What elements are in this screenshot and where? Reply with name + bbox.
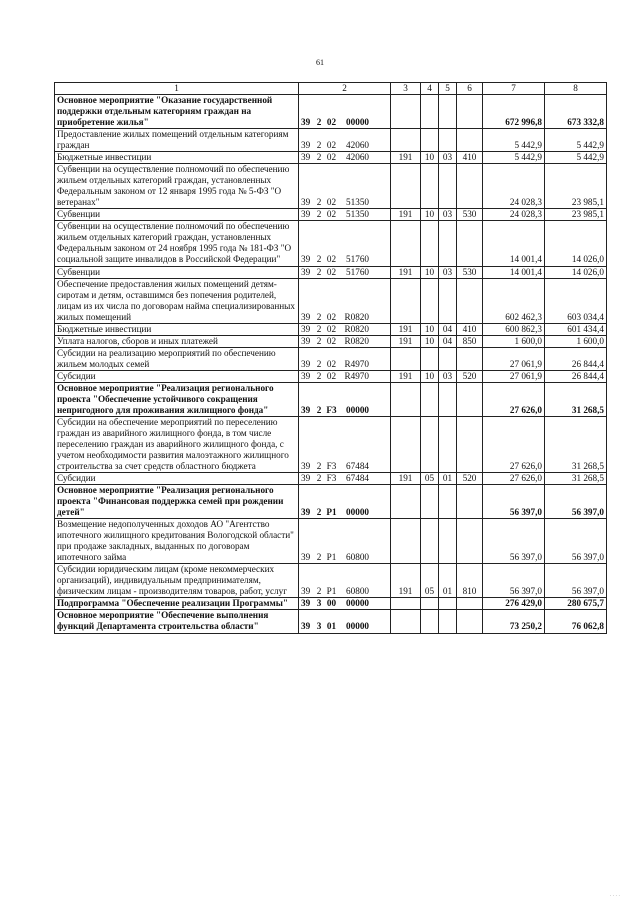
col-6-cell (457, 610, 483, 633)
col-8-value: 5 442,9 (545, 152, 607, 164)
table-row (55, 221, 607, 266)
col-4-cell (421, 416, 439, 472)
code-part: 39 (301, 254, 311, 265)
col-4-cell: 10 (421, 152, 439, 164)
col-6-cell (457, 347, 483, 370)
col-8-value: 26 844,4 (545, 347, 607, 370)
col-4-cell (421, 221, 439, 266)
code-part: 2 (316, 335, 322, 346)
code-part: P1 (326, 586, 337, 597)
code-part: 00 (326, 598, 337, 609)
col-6-cell: 410 (457, 323, 483, 335)
table-row (55, 473, 607, 485)
code-part: 39 (301, 461, 311, 472)
col-3-cell (391, 382, 421, 416)
table-row (55, 209, 607, 221)
col-7-value: 5 442,9 (483, 152, 545, 164)
code-part: 02 (326, 370, 337, 381)
col-6-cell: 530 (457, 266, 483, 278)
col-7-value: 1 600,0 (483, 335, 545, 347)
col-4-cell: 10 (421, 323, 439, 335)
code-part: 39 (301, 621, 311, 632)
code-part: 67484 (346, 473, 369, 484)
code-part: 42060 (346, 152, 369, 163)
col-7-value: 27 626,0 (483, 416, 545, 472)
header-cell: 2 (299, 83, 391, 95)
col-5-cell (439, 610, 457, 633)
col-7-value: 24 028,3 (483, 164, 545, 209)
col-3-cell (391, 221, 421, 266)
row-name: Подпрограмма "Обеспечение реализации Программы" (55, 598, 299, 610)
budget-table (54, 82, 607, 634)
col-7-value: 600 862,3 (483, 323, 545, 335)
col-8-value: 673 332,8 (545, 95, 607, 129)
table-row (55, 129, 607, 152)
code-part: 39 (301, 323, 311, 334)
col-4-cell (421, 278, 439, 323)
col-7-value: 73 250,2 (483, 610, 545, 633)
row-name: Основное мероприятие "Обеспечение выполнения функций Департамента строительства области" (55, 610, 299, 633)
code-part: 00000 (346, 507, 369, 518)
col-8-value: 31 268,5 (545, 473, 607, 485)
table-row (55, 95, 607, 129)
code-part: 2 (316, 323, 322, 334)
row-name: Бюджетные инвестиции (55, 152, 299, 164)
col-7-value: 5 442,9 (483, 129, 545, 152)
col-7-value: 14 001,4 (483, 221, 545, 266)
col-3-cell: 191 (391, 564, 421, 598)
code-part: 42060 (346, 140, 369, 151)
col-7-value: 602 462,3 (483, 278, 545, 323)
table-row (55, 278, 607, 323)
code-part: 02 (326, 254, 337, 265)
row-name: Предоставление жилых помещений отдельным категориям граждан (55, 129, 299, 152)
col-4-cell: 05 (421, 473, 439, 485)
col-4-cell (421, 129, 439, 152)
code-part: 02 (326, 140, 337, 151)
row-code (299, 266, 391, 278)
col-6-cell: 810 (457, 564, 483, 598)
row-code (299, 209, 391, 221)
col-8-value: 1 600,0 (545, 335, 607, 347)
code-part: 02 (326, 358, 337, 369)
col-3-cell (391, 95, 421, 129)
col-6-cell (457, 416, 483, 472)
col-6-cell (457, 382, 483, 416)
col-3-cell: 191 (391, 209, 421, 221)
col-8-value: 56 397,0 (545, 519, 607, 564)
col-6-cell (457, 598, 483, 610)
row-name: Субсидии (55, 370, 299, 382)
row-name: Основное мероприятие "Оказание государственной поддержки отдельным категориям граждан на приобретение жилья" (55, 95, 299, 129)
code-part: F3 (326, 461, 337, 472)
code-part: 39 (301, 358, 311, 369)
col-3-cell (391, 278, 421, 323)
code-part: 39 (301, 404, 311, 415)
row-name: Субвенции (55, 266, 299, 278)
code-part: 02 (326, 117, 337, 128)
table-row (55, 323, 607, 335)
col-7-value: 56 397,0 (483, 564, 545, 598)
table-row (55, 598, 607, 610)
col-8-value: 31 268,5 (545, 382, 607, 416)
col-5-cell: 03 (439, 266, 457, 278)
code-part: 39 (301, 370, 311, 381)
col-4-cell: 05 (421, 564, 439, 598)
code-part: 2 (316, 311, 322, 322)
col-6-cell (457, 95, 483, 129)
table-row (55, 164, 607, 209)
code-part: 2 (316, 473, 322, 484)
code-part: 2 (316, 586, 322, 597)
row-name: Субвенции (55, 209, 299, 221)
col-3-cell (391, 347, 421, 370)
code-part: R0820 (344, 311, 369, 322)
code-part: 39 (301, 140, 311, 151)
code-part: 3 (316, 621, 322, 632)
col-5-cell (439, 278, 457, 323)
header-cell: 3 (391, 83, 421, 95)
col-8-value: 56 397,0 (545, 485, 607, 519)
col-6-cell (457, 278, 483, 323)
row-code (299, 370, 391, 382)
code-part: 39 (301, 209, 311, 220)
row-code (299, 164, 391, 209)
col-3-cell (391, 485, 421, 519)
col-7-value: 14 001,4 (483, 266, 545, 278)
row-code (299, 278, 391, 323)
col-3-cell: 191 (391, 266, 421, 278)
col-5-cell (439, 129, 457, 152)
code-part: 02 (326, 266, 337, 277)
row-name: Субсидии на реализацию мероприятий по обеспечению жильем молодых семей (55, 347, 299, 370)
code-part: 39 (301, 117, 311, 128)
table-row (55, 564, 607, 598)
header-cell: 6 (457, 83, 483, 95)
code-part: 51760 (346, 266, 369, 277)
row-code (299, 323, 391, 335)
table-row (55, 335, 607, 347)
table-row (55, 370, 607, 382)
col-7-value: 27 061,9 (483, 370, 545, 382)
col-4-cell: 10 (421, 335, 439, 347)
header-cell: 4 (421, 83, 439, 95)
row-code (299, 564, 391, 598)
row-name: Субсидии на обеспечение мероприятий по переселению граждан из аварийного жилищного фонда, в том числе переселению граждан из аварийного жилищного фонда, с учетом необходимости развития малоэтажного жилищного строительства за счет средств областного бюджета (55, 416, 299, 472)
row-code (299, 598, 391, 610)
code-part: F3 (326, 473, 337, 484)
row-name: Субсидии юридическим лицам (кроме некоммерческих организаций), индивидуальным предпринимателям, физическим лицам - производителям товаров, работ, услуг (55, 564, 299, 598)
col-3-cell: 191 (391, 335, 421, 347)
col-7-value: 276 429,0 (483, 598, 545, 610)
code-part: 00000 (346, 117, 369, 128)
col-6-cell (457, 129, 483, 152)
code-part: 2 (316, 461, 322, 472)
code-part: 39 (301, 335, 311, 346)
col-6-cell: 520 (457, 473, 483, 485)
code-part: 2 (316, 266, 322, 277)
code-part: 39 (301, 552, 311, 563)
code-part: 51760 (346, 254, 369, 265)
code-part: 00000 (346, 598, 369, 609)
code-part: 67484 (346, 461, 369, 472)
col-4-cell: 10 (421, 266, 439, 278)
row-name: Субвенции на осуществление полномочий по обеспечению жильем отдельных категорий граждан, установленных Федеральным законом от 24 ноября 1995 года № 181-ФЗ "О социальной защите инвалидов в Российской Федерации" (55, 221, 299, 266)
col-6-cell (457, 164, 483, 209)
code-part: 2 (316, 209, 322, 220)
col-6-cell: 530 (457, 209, 483, 221)
col-8-value: 23 985,1 (545, 209, 607, 221)
code-part: 00000 (346, 621, 369, 632)
col-4-cell: 10 (421, 370, 439, 382)
row-code (299, 129, 391, 152)
table-row (55, 416, 607, 472)
code-part: 39 (301, 266, 311, 277)
col-7-value: 672 996,8 (483, 95, 545, 129)
code-part: F3 (326, 404, 337, 415)
table-row (55, 382, 607, 416)
table-row (55, 610, 607, 633)
col-5-cell: 03 (439, 209, 457, 221)
col-3-cell: 191 (391, 370, 421, 382)
row-name: Бюджетные инвестиции (55, 323, 299, 335)
row-name: Уплата налогов, сборов и иных платежей (55, 335, 299, 347)
col-7-value: 56 397,0 (483, 485, 545, 519)
col-4-cell (421, 598, 439, 610)
col-6-cell (457, 485, 483, 519)
row-code (299, 335, 391, 347)
col-3-cell (391, 129, 421, 152)
col-8-value: 14 026,0 (545, 221, 607, 266)
col-8-value: 601 434,4 (545, 323, 607, 335)
code-part: R0820 (344, 335, 369, 346)
col-5-cell: 03 (439, 370, 457, 382)
col-8-value: 76 062,8 (545, 610, 607, 633)
code-part: 2 (316, 117, 322, 128)
row-code (299, 221, 391, 266)
col-5-cell (439, 519, 457, 564)
col-8-value: 56 397,0 (545, 564, 607, 598)
col-5-cell: 04 (439, 335, 457, 347)
footer-mark: · · · · (609, 894, 620, 899)
col-7-value: 27 626,0 (483, 382, 545, 416)
col-5-cell (439, 221, 457, 266)
row-name: Возмещение недополученных доходов АО "Агентство ипотечного жилищного кредитования Вологодской области" при продаже закладных, выданных по договорам ипотечного займа (55, 519, 299, 564)
row-name: Основное мероприятие "Реализация регионального проекта "Обеспечение устойчивого сокращения непригодного для проживания жилищного фонда" (55, 382, 299, 416)
code-part: 00000 (346, 404, 369, 415)
code-part: 02 (326, 311, 337, 322)
code-part: 39 (301, 197, 311, 208)
code-part: 39 (301, 507, 311, 518)
row-code (299, 473, 391, 485)
code-part: 02 (326, 197, 337, 208)
col-4-cell (421, 347, 439, 370)
code-part: 02 (326, 323, 337, 334)
row-code (299, 95, 391, 129)
col-7-value: 27 626,0 (483, 473, 545, 485)
code-part: R4970 (344, 370, 369, 381)
col-5-cell (439, 598, 457, 610)
table-row (55, 152, 607, 164)
code-part: 39 (301, 311, 311, 322)
code-part: R0820 (344, 323, 369, 334)
row-code (299, 382, 391, 416)
col-8-value: 26 844,4 (545, 370, 607, 382)
col-4-cell: 10 (421, 209, 439, 221)
code-part: 02 (326, 335, 337, 346)
col-8-value: 23 985,1 (545, 164, 607, 209)
row-name: Обеспечение предоставления жилых помещений детям-сиротам и детям, оставшимся без попечения родителей, лицам из их числа по договорам найма специализированных жилых помещений (55, 278, 299, 323)
code-part: 02 (326, 209, 337, 220)
row-code (299, 347, 391, 370)
col-8-value: 5 442,9 (545, 129, 607, 152)
code-part: 2 (316, 370, 322, 381)
code-part: 51350 (346, 209, 369, 220)
col-5-cell: 01 (439, 473, 457, 485)
col-8-value: 31 268,5 (545, 416, 607, 472)
col-7-value: 24 028,3 (483, 209, 545, 221)
code-part: 02 (326, 152, 337, 163)
header-cell: 5 (439, 83, 457, 95)
code-part: 01 (326, 621, 337, 632)
header-row (55, 83, 607, 95)
code-part: P1 (326, 507, 337, 518)
col-3-cell: 191 (391, 473, 421, 485)
col-4-cell (421, 610, 439, 633)
col-5-cell: 04 (439, 323, 457, 335)
row-name: Субвенции на осуществление полномочий по обеспечению жильем отдельных категорий граждан, установленных Федеральным законом от 12 января 1995 года № 5-ФЗ "О ветеранах" (55, 164, 299, 209)
row-code (299, 416, 391, 472)
table-row (55, 347, 607, 370)
col-5-cell (439, 95, 457, 129)
code-part: 60800 (346, 586, 369, 597)
code-part: 2 (316, 197, 322, 208)
row-code (299, 152, 391, 164)
row-code (299, 519, 391, 564)
col-5-cell (439, 485, 457, 519)
col-4-cell (421, 164, 439, 209)
col-3-cell (391, 598, 421, 610)
row-code (299, 610, 391, 633)
header-cell: 1 (55, 83, 299, 95)
col-8-value: 603 034,4 (545, 278, 607, 323)
code-part: 2 (316, 152, 322, 163)
code-part: 39 (301, 598, 311, 609)
header-cell: 8 (545, 83, 607, 95)
row-name: Основное мероприятие "Реализация регионального проекта "Финансовая поддержка семей при рождении детей" (55, 485, 299, 519)
table-row (55, 266, 607, 278)
col-8-value: 14 026,0 (545, 266, 607, 278)
page-number: 61 (316, 58, 324, 67)
col-3-cell (391, 610, 421, 633)
code-part: 2 (316, 552, 322, 563)
code-part: 39 (301, 586, 311, 597)
row-name: Субсидии (55, 473, 299, 485)
row-code (299, 485, 391, 519)
col-5-cell (439, 416, 457, 472)
code-part: 2 (316, 507, 322, 518)
col-5-cell: 03 (439, 152, 457, 164)
col-3-cell: 191 (391, 323, 421, 335)
code-part: 51350 (346, 197, 369, 208)
col-8-value: 280 675,7 (545, 598, 607, 610)
code-part: 39 (301, 152, 311, 163)
col-7-value: 27 061,9 (483, 347, 545, 370)
code-part: 2 (316, 140, 322, 151)
col-6-cell (457, 221, 483, 266)
col-6-cell: 410 (457, 152, 483, 164)
code-part: 60800 (346, 552, 369, 563)
code-part: 2 (316, 358, 322, 369)
col-5-cell (439, 347, 457, 370)
col-7-value: 56 397,0 (483, 519, 545, 564)
code-part: 2 (316, 254, 322, 265)
col-3-cell (391, 416, 421, 472)
col-4-cell (421, 485, 439, 519)
code-part: 39 (301, 473, 311, 484)
table-row (55, 485, 607, 519)
code-part: R4970 (344, 358, 369, 369)
table-row (55, 519, 607, 564)
col-3-cell (391, 519, 421, 564)
header-cell: 7 (483, 83, 545, 95)
col-6-cell (457, 519, 483, 564)
col-5-cell (439, 382, 457, 416)
col-3-cell (391, 164, 421, 209)
col-6-cell: 520 (457, 370, 483, 382)
col-4-cell (421, 519, 439, 564)
code-part: 3 (316, 598, 322, 609)
code-part: 2 (316, 404, 322, 415)
col-4-cell (421, 95, 439, 129)
code-part: P1 (326, 552, 337, 563)
col-6-cell: 850 (457, 335, 483, 347)
col-3-cell: 191 (391, 152, 421, 164)
col-5-cell (439, 164, 457, 209)
col-4-cell (421, 382, 439, 416)
col-5-cell: 01 (439, 564, 457, 598)
